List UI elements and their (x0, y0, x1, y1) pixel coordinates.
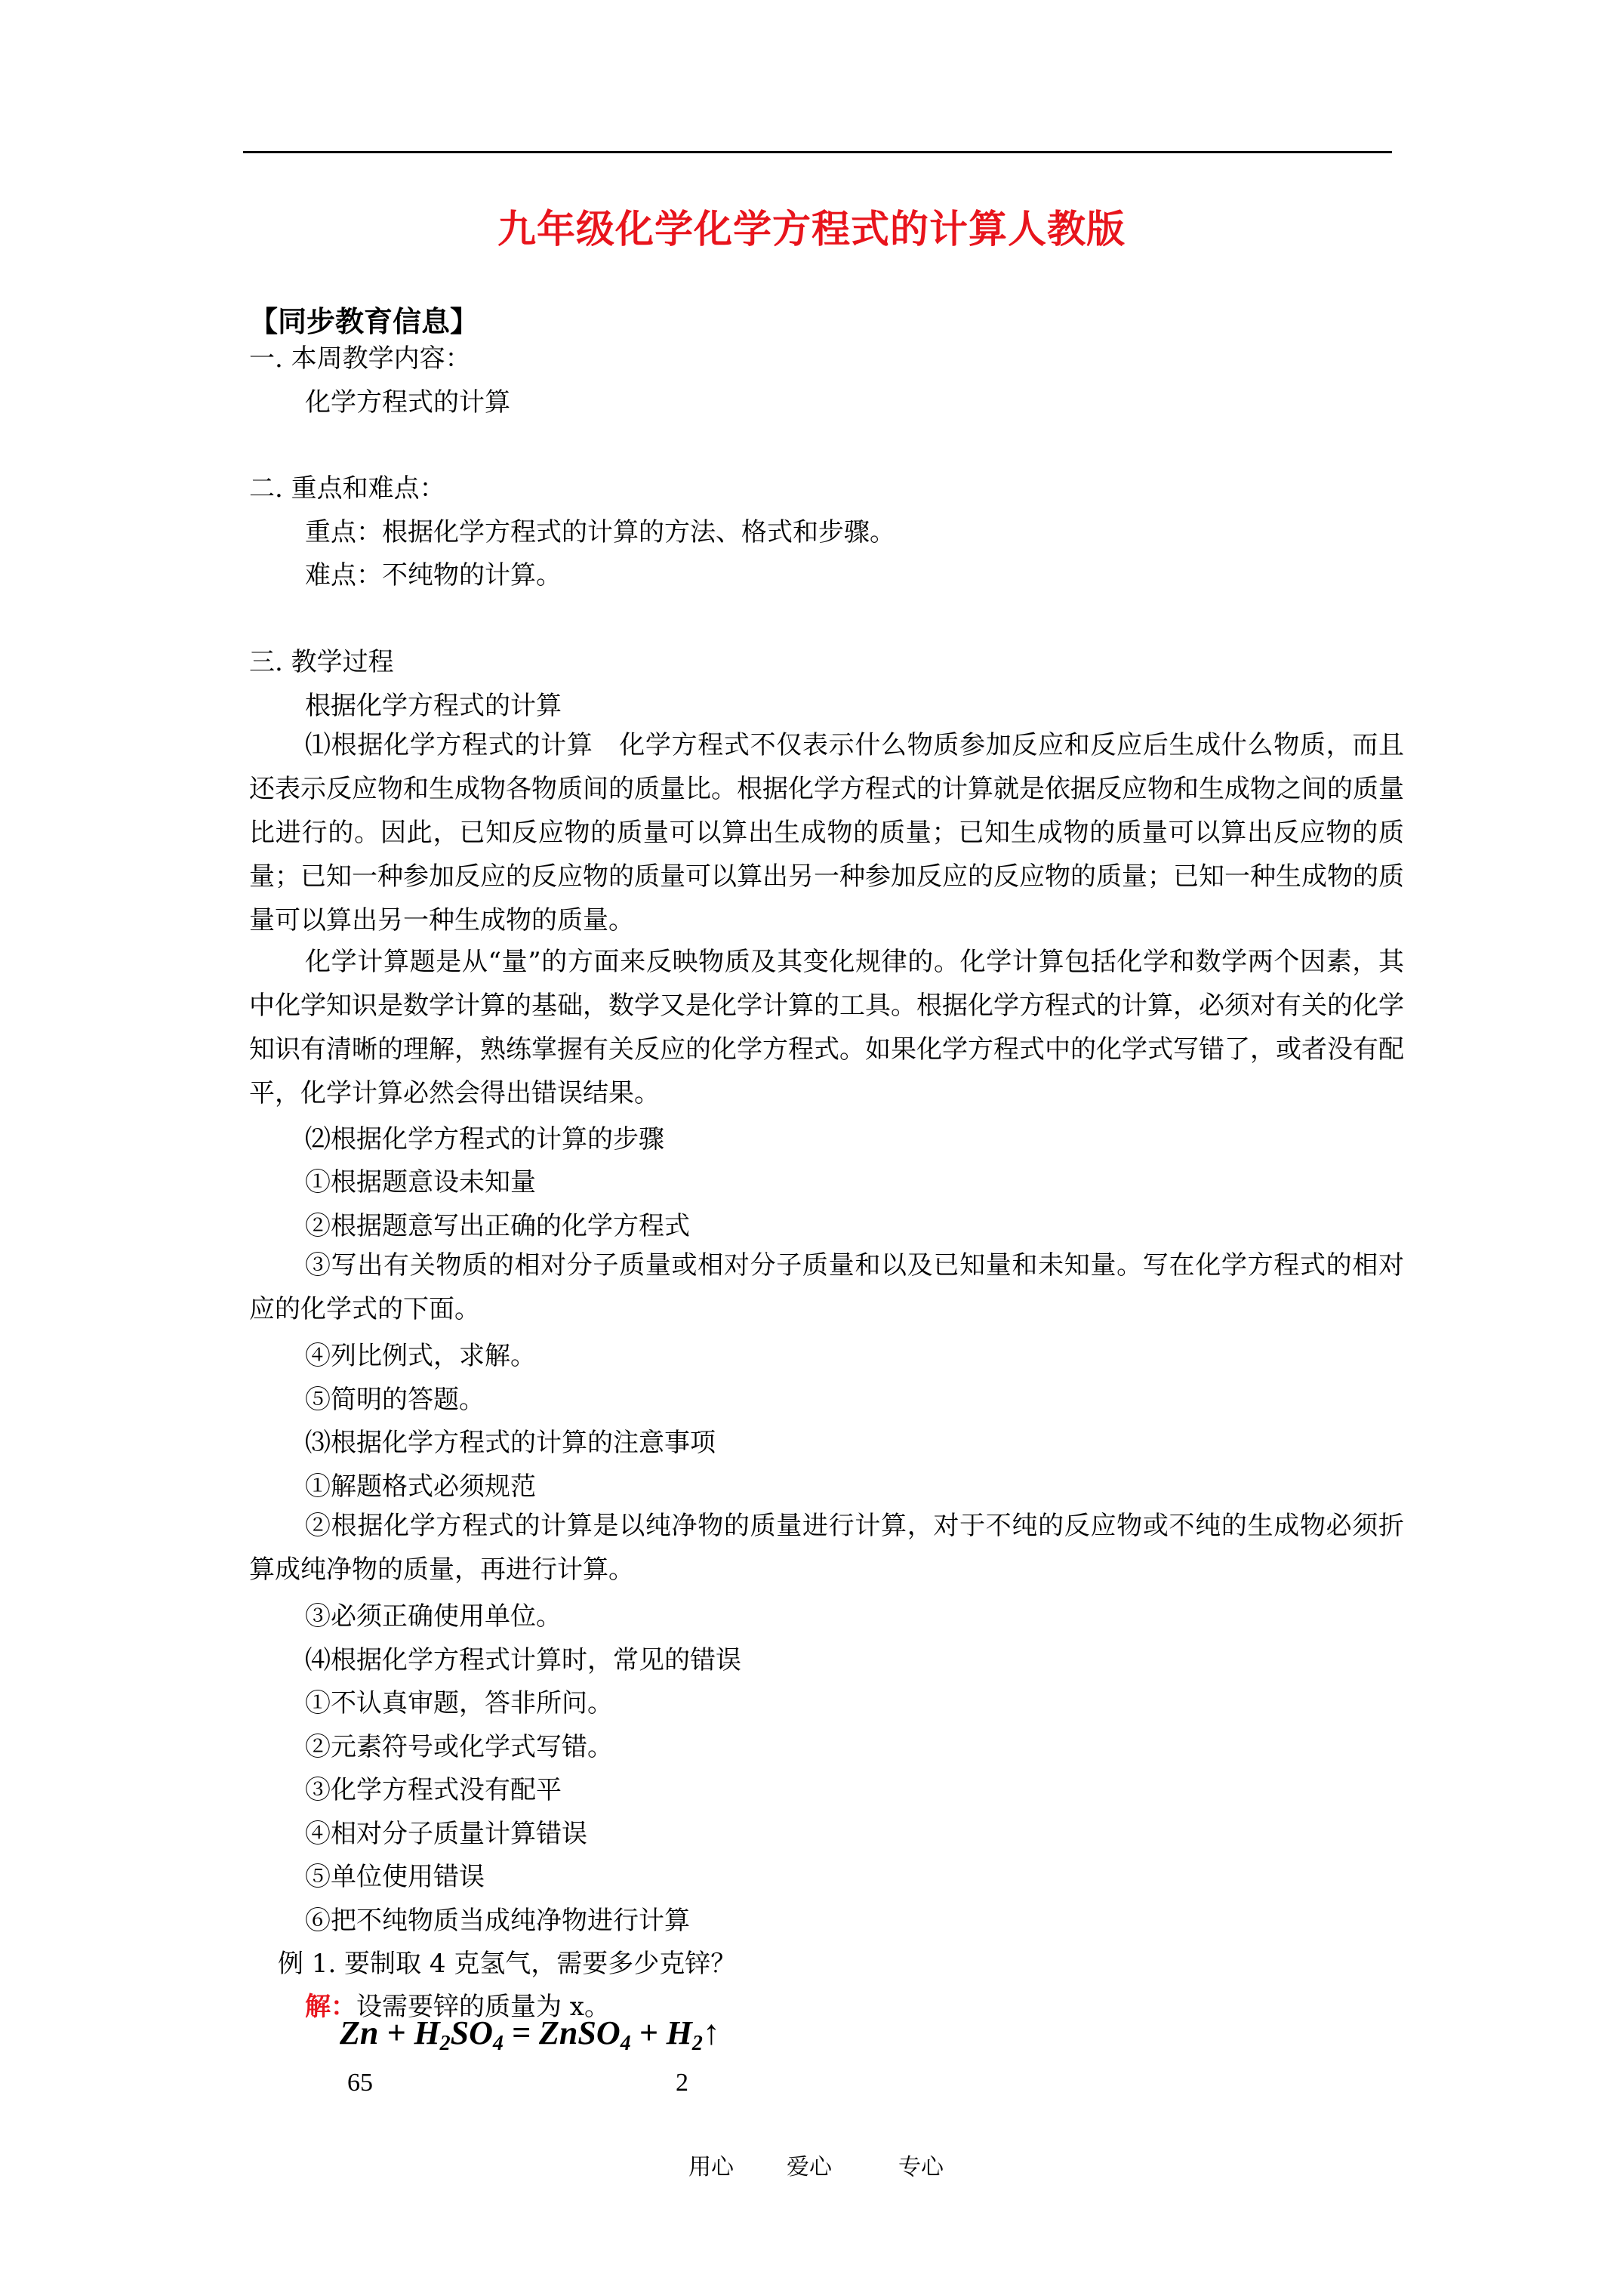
error-3: ③化学方程式没有配平 (305, 1775, 562, 1805)
solve-text: 设需要锌的质量为 x。 (356, 1992, 610, 2022)
error-6: ⑥把不纯物质当成纯净物进行计算 (305, 1906, 690, 1936)
footer-text-3: 专心 (898, 2154, 944, 2180)
steps-title: ⑵根据化学方程式的计算的步骤 (305, 1124, 664, 1154)
solve-label: 解： (305, 1992, 356, 2022)
step-5: ⑤简明的答题。 (305, 1385, 485, 1415)
header-rule (243, 151, 1392, 153)
s1-content: 化学方程式的计算 (305, 387, 510, 418)
step-2: ②根据题意写出正确的化学方程式 (305, 1211, 690, 1241)
paragraph-1: ⑴根据化学方程式的计算 化学方程式不仅表示什么物质参加反应和反应后生成什么物质，而且还表示反应物和生成物各物质间的质量比。根据化学方程式的计算就是依据反应物和生成物之间的质量比进行的。因此，已知反应物的质量可以算出生成物的质量；已知生成物的质量可以算出反应物的质量；已知一种参加反应的反应物的质量可以算出另一种参加反应的反应物的质量；已知一种生成物的质量可以算出另一种生成物的质量。 (249, 730, 1404, 935)
paragraph-2: 化学计算题是从“量”的方面来反映物质及其变化规律的。化学计算包括化学和数学两个因素，其中化学知识是数学计算的基础，数学又是化学计算的工具。根据化学方程式的计算，必须对有关的化学知识有清晰的理解，熟练掌握有关反应的化学方程式。如果化学方程式中的化学式写错了，或者没有配平，化学计算必然会得出错误结果。 (249, 947, 1404, 1108)
s2-label: 二. 重点和难点： (249, 473, 445, 504)
errors-title: ⑷根据化学方程式计算时，常见的错误 (305, 1645, 741, 1675)
error-5: ⑤单位使用错误 (305, 1862, 485, 1892)
s3-label: 三. 教学过程 (249, 647, 394, 677)
section-heading: 【同步教育信息】 (249, 304, 479, 338)
note-2: ②根据化学方程式的计算是以纯净物的质量进行计算，对于不纯的反应物或不纯的生成物必须折算成纯净物的质量，再进行计算。 (249, 1511, 1404, 1585)
s2-difficult: 难点：不纯物的计算。 (305, 560, 562, 590)
note-1: ①解题格式必须规范 (305, 1472, 536, 1502)
step-3: ③写出有关物质的相对分子质量或相对分子质量和以及已知量和未知量。写在化学方程式的相对应的化学式的下面。 (249, 1250, 1404, 1324)
example-question: 例 1. 要制取 4 克氢气，需要多少克锌？ (278, 1949, 737, 1979)
note-3: ③必须正确使用单位。 (305, 1601, 562, 1632)
s3-sub: 根据化学方程式的计算 (305, 691, 562, 721)
footer-text-2: 爱心 (787, 2154, 832, 2180)
error-2: ②元素符号或化学式写错。 (305, 1732, 613, 1762)
s1-label: 一. 本周教学内容： (249, 344, 471, 374)
notes-title: ⑶根据化学方程式的计算的注意事项 (305, 1428, 716, 1458)
up-arrow-icon: ↑ (702, 2013, 720, 2051)
error-4: ④相对分子质量计算错误 (305, 1819, 587, 1849)
step-4: ④列比例式，求解。 (305, 1341, 536, 1371)
error-1: ①不认真审题，答非所问。 (305, 1688, 613, 1718)
mass-h2: 2 (676, 2069, 688, 2097)
step-1: ①根据题意设未知量 (305, 1167, 536, 1197)
mass-zn: 65 (347, 2069, 373, 2097)
chemical-equation: $Zn + H_2SO_4$ = ZnSO$_4$ + $H_2↑$ (340, 2013, 720, 2055)
s2-key: 重点：根据化学方程式的计算的方法、格式和步骤。 (305, 517, 895, 547)
page-title: 九年级化学化学方程式的计算人教版 (497, 207, 1126, 252)
footer-text-1: 用心 (688, 2154, 734, 2180)
